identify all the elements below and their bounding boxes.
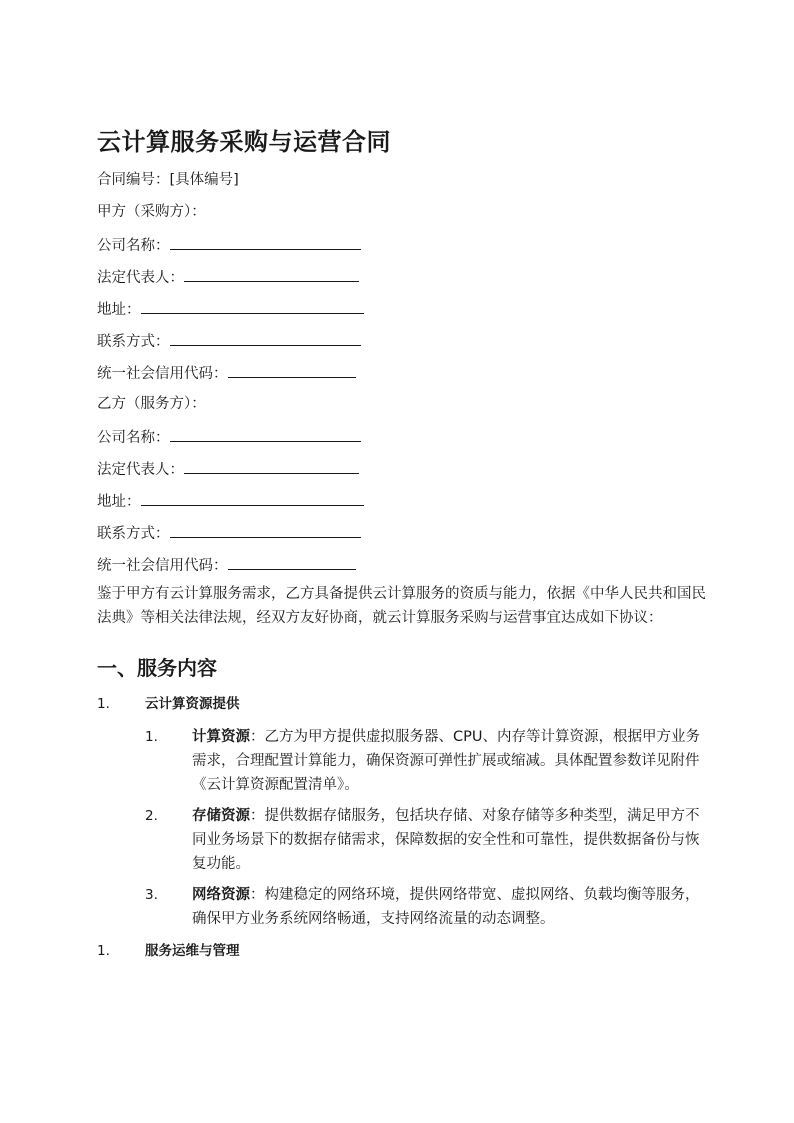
field-label: 地址： xyxy=(97,494,141,510)
party-b-company-field xyxy=(97,426,361,448)
fill-in-blank xyxy=(170,426,361,442)
term: 存储资源 xyxy=(192,808,250,824)
item-text: ：构建稳定的网络环境，提供网络带宽、虚拟网络、负载均衡等服务，确保甲方业务系统网络畅通，支持网络流量的动态调整。 xyxy=(192,887,700,927)
sub-list-item xyxy=(192,725,704,797)
fill-in-blank xyxy=(141,490,364,506)
party-a-contact-field xyxy=(97,330,361,352)
party-a-rep-field xyxy=(97,266,359,288)
party-a-heading: 甲方（采购方）： xyxy=(97,204,206,220)
fill-in-blank xyxy=(141,298,364,314)
item-text: ：乙方为甲方提供虚拟服务器、CPU、内存等计算资源，根据甲方业务需求，合理配置计算能力，确保资源可弹性扩展或缩减。具体配置参数详见附件《云计算资源配置清单》。 xyxy=(192,729,700,793)
party-b-address-field xyxy=(97,490,364,512)
fill-in-blank xyxy=(170,330,361,346)
field-label: 联系方式： xyxy=(97,526,170,542)
fill-in-blank xyxy=(170,522,361,538)
item-text: ：提供数据存储服务，包括块存储、对象存储等多种类型，满足甲方不同业务场景下的数据存储需求，保障数据的安全性和可靠性，提供数据备份与恢复功能。 xyxy=(192,808,700,872)
preamble-paragraph: 鉴于甲方有云计算服务需求，乙方具备提供云计算服务的资质与能力，依据《中华人民共和国民法典》等相关法律法规，经双方友好协商，就云计算服务采购与运营事宜达成如下协议： xyxy=(97,586,706,626)
field-label: 公司名称： xyxy=(97,430,170,446)
fill-in-blank xyxy=(170,234,361,250)
field-label: 统一社会信用代码： xyxy=(97,558,228,574)
sub-list-number: 2. xyxy=(145,808,158,824)
party-b-credit-field xyxy=(97,554,356,576)
party-a-credit-field xyxy=(97,362,356,384)
field-label: 公司名称： xyxy=(97,238,170,254)
fill-in-blank xyxy=(184,458,359,474)
list-item-title: 服务运维与管理 xyxy=(145,943,240,959)
fill-in-blank xyxy=(184,266,359,282)
contract-number: 合同编号：[具体编号] xyxy=(97,172,239,188)
list-number: 1. xyxy=(97,943,110,959)
section-heading: 一、服务内容 xyxy=(97,656,217,680)
party-b-heading: 乙方（服务方）： xyxy=(97,396,206,412)
party-b-contact-field xyxy=(97,522,361,544)
field-label: 统一社会信用代码： xyxy=(97,366,228,382)
sub-list-number: 3. xyxy=(145,887,158,903)
document-title: 云计算服务采购与运营合同 xyxy=(97,128,391,156)
sub-list-item xyxy=(192,804,704,876)
field-label: 法定代表人： xyxy=(97,270,184,286)
fill-in-blank xyxy=(228,554,356,570)
sub-list-item xyxy=(192,883,704,931)
list-number: 1. xyxy=(97,696,110,712)
term: 计算资源 xyxy=(192,729,250,745)
list-item-title: 云计算资源提供 xyxy=(145,696,240,712)
field-label: 地址： xyxy=(97,302,141,318)
party-a-company-field xyxy=(97,234,361,256)
field-label: 联系方式： xyxy=(97,334,170,350)
term: 网络资源 xyxy=(192,887,250,903)
fill-in-blank xyxy=(228,362,356,378)
party-b-rep-field xyxy=(97,458,359,480)
party-a-address-field xyxy=(97,298,364,320)
field-label: 法定代表人： xyxy=(97,462,184,478)
sub-list-number: 1. xyxy=(145,729,158,745)
